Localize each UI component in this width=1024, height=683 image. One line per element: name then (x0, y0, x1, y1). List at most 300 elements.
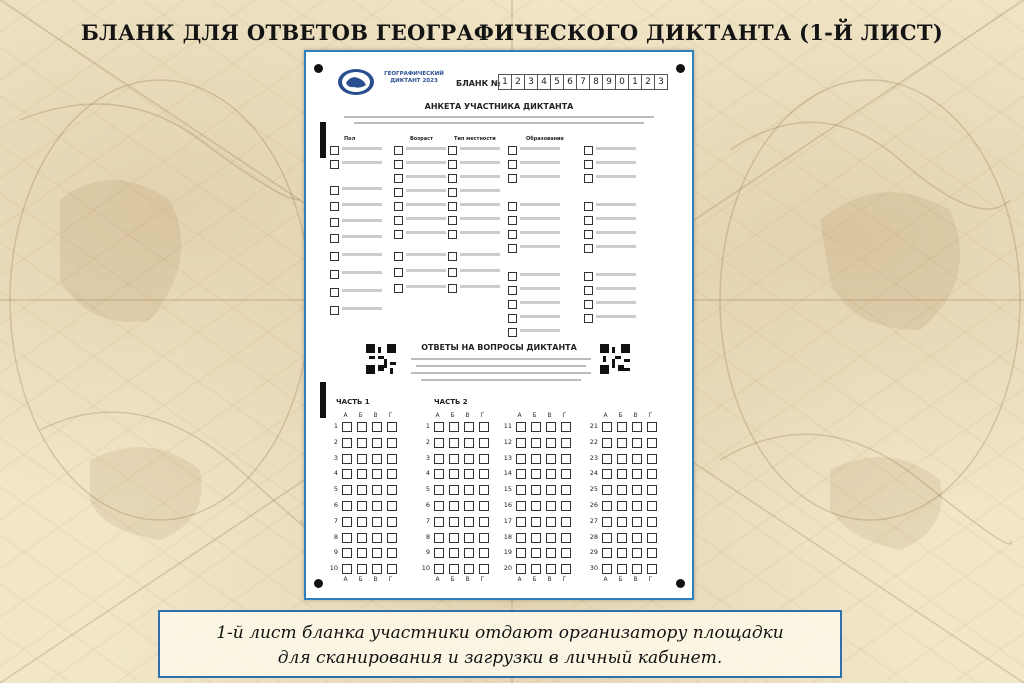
survey-option-text-line (520, 329, 560, 332)
answer-checkbox[interactable] (602, 438, 612, 448)
letter-label: В (547, 576, 552, 583)
question-number: 15 (503, 485, 512, 494)
survey-option-text-line (520, 315, 560, 318)
letter-label: Б (618, 412, 623, 419)
answer-checkbox[interactable] (464, 564, 474, 574)
answer-checkbox[interactable] (434, 501, 444, 511)
survey-option-text-line (342, 235, 382, 238)
letter-label: Б (532, 412, 537, 419)
letters-header (430, 412, 490, 419)
answer-checkbox[interactable] (632, 564, 642, 574)
question-number: 1 (333, 422, 338, 430)
answer-checkbox[interactable] (479, 485, 489, 495)
timing-bar (320, 122, 326, 158)
survey-checkbox[interactable] (394, 252, 403, 261)
answer-checkbox[interactable] (632, 533, 642, 543)
answer-checkbox[interactable] (647, 454, 657, 464)
answer-checkbox[interactable] (632, 454, 642, 464)
question-number: 7 (333, 516, 338, 525)
answer-checkbox[interactable] (357, 485, 367, 495)
answer-checkbox[interactable] (434, 454, 444, 464)
survey-checkbox[interactable] (330, 306, 339, 315)
answer-checkbox[interactable] (342, 564, 352, 574)
letters-header (338, 412, 398, 419)
answer-checkbox[interactable] (372, 533, 382, 543)
answer-checkbox[interactable] (479, 564, 489, 574)
question-number: 29 (589, 548, 598, 557)
letter-label: В (373, 412, 378, 419)
question-number: 25 (589, 485, 598, 494)
survey-checkbox[interactable] (394, 268, 403, 277)
answer-checkbox[interactable] (387, 422, 397, 432)
answer-checkbox[interactable] (546, 533, 556, 543)
answer-checkbox[interactable] (647, 501, 657, 511)
answer-checkbox[interactable] (561, 533, 571, 543)
survey-checkbox[interactable] (394, 284, 403, 293)
survey-checkbox[interactable] (584, 216, 593, 225)
answer-checkbox[interactable] (546, 422, 556, 432)
survey-checkbox[interactable] (448, 268, 457, 277)
answer-checkbox[interactable] (531, 438, 541, 448)
answer-checkbox[interactable] (617, 517, 627, 527)
question-number: 6 (333, 501, 338, 509)
survey-checkbox[interactable] (330, 146, 339, 155)
question-number: 8 (333, 532, 338, 541)
part-1-label: ЧАСТЬ 1 (336, 398, 370, 406)
survey-checkbox[interactable] (508, 174, 517, 183)
answer-checkbox[interactable] (357, 517, 367, 527)
survey-checkbox[interactable] (584, 146, 593, 155)
answer-checkbox[interactable] (372, 438, 382, 448)
answer-checkbox[interactable] (449, 533, 459, 543)
answer-checkbox[interactable] (647, 485, 657, 495)
survey-checkbox[interactable] (330, 234, 339, 243)
answer-checkbox[interactable] (531, 501, 541, 511)
letter-label: А (435, 576, 440, 583)
answer-checkbox[interactable] (561, 422, 571, 432)
answer-checkbox[interactable] (561, 564, 571, 574)
answer-checkbox[interactable] (372, 564, 382, 574)
letter-label: Г (562, 576, 567, 583)
answer-checkbox[interactable] (516, 501, 526, 511)
answer-checkbox[interactable] (479, 517, 489, 527)
answer-checkbox[interactable] (479, 422, 489, 432)
answer-checkbox[interactable] (602, 548, 612, 558)
answer-checkbox[interactable] (617, 422, 627, 432)
survey-option-text-line (460, 231, 500, 234)
survey-checkbox[interactable] (448, 202, 457, 211)
answer-checkbox[interactable] (647, 469, 657, 479)
question-number: 1 (425, 422, 430, 430)
answer-checkbox[interactable] (387, 438, 397, 448)
answer-checkbox[interactable] (531, 564, 541, 574)
answer-checkbox[interactable] (632, 438, 642, 448)
answer-checkbox[interactable] (561, 469, 571, 479)
answer-checkbox[interactable] (434, 548, 444, 558)
answer-checkbox[interactable] (546, 501, 556, 511)
survey-checkbox[interactable] (330, 270, 339, 279)
survey-option-text-line (596, 301, 636, 304)
letter-label: В (547, 412, 552, 419)
survey-checkbox[interactable] (584, 202, 593, 211)
survey-checkbox[interactable] (508, 300, 517, 309)
answer-checkbox[interactable] (531, 422, 541, 432)
answer-checkbox[interactable] (372, 485, 382, 495)
answer-checkbox[interactable] (516, 548, 526, 558)
answer-checkbox[interactable] (464, 469, 474, 479)
answer-checkbox[interactable] (387, 517, 397, 527)
answer-checkbox[interactable] (342, 438, 352, 448)
answer-checkbox[interactable] (357, 548, 367, 558)
answer-checkbox[interactable] (546, 438, 556, 448)
survey-checkbox[interactable] (394, 230, 403, 239)
answer-checkbox[interactable] (647, 517, 657, 527)
answer-checkbox[interactable] (516, 517, 526, 527)
survey-option-text-line (406, 189, 446, 192)
question-number: 26 (589, 501, 598, 509)
letter-label: Б (358, 576, 363, 583)
answer-checkbox[interactable] (434, 422, 444, 432)
answer-checkbox[interactable] (449, 454, 459, 464)
answer-checkbox[interactable] (342, 548, 352, 558)
answer-checkbox[interactable] (464, 454, 474, 464)
letter-label: В (465, 412, 470, 419)
survey-checkbox[interactable] (330, 218, 339, 227)
answer-checkbox[interactable] (617, 501, 627, 511)
answer-checkbox[interactable] (342, 469, 352, 479)
answer-checkbox[interactable] (546, 564, 556, 574)
survey-checkbox[interactable] (508, 202, 517, 211)
question-number: 2 (333, 437, 338, 446)
survey-checkbox[interactable] (584, 230, 593, 239)
answer-checkbox[interactable] (342, 501, 352, 511)
answer-checkbox[interactable] (434, 564, 444, 574)
answer-checkbox[interactable] (617, 564, 627, 574)
answer-checkbox[interactable] (617, 485, 627, 495)
survey-checkbox[interactable] (448, 230, 457, 239)
survey-checkbox[interactable] (330, 160, 339, 169)
survey-checkbox[interactable] (584, 286, 593, 295)
column-header-education: Образование (526, 136, 564, 142)
survey-checkbox[interactable] (584, 174, 593, 183)
survey-checkbox[interactable] (508, 286, 517, 295)
answer-checkbox[interactable] (561, 517, 571, 527)
blank-digit: 9 (602, 74, 616, 90)
answer-checkbox[interactable] (617, 469, 627, 479)
survey-checkbox[interactable] (330, 202, 339, 211)
answer-checkbox[interactable] (561, 454, 571, 464)
answer-checkbox[interactable] (357, 501, 367, 511)
answer-checkbox[interactable] (546, 454, 556, 464)
survey-checkbox[interactable] (508, 230, 517, 239)
answer-checkbox[interactable] (546, 517, 556, 527)
answer-checkbox[interactable] (357, 564, 367, 574)
blank-digit: 7 (576, 74, 590, 90)
timing-bar (320, 382, 326, 418)
answer-checkbox[interactable] (632, 517, 642, 527)
survey-option-text-line (406, 285, 446, 288)
answer-checkbox[interactable] (434, 533, 444, 543)
answer-checkbox[interactable] (516, 564, 526, 574)
survey-checkbox[interactable] (508, 328, 517, 337)
question-number: 3 (333, 453, 338, 462)
answer-checkbox[interactable] (561, 438, 571, 448)
column-header-sex: Пол (344, 136, 356, 142)
letter-label: В (633, 412, 638, 419)
answer-checkbox[interactable] (479, 548, 489, 558)
answer-checkbox[interactable] (372, 469, 382, 479)
org-name: ГЕОГРАФИЧЕСКИЙ ДИКТАНТ 2023 (384, 71, 444, 84)
answer-checkbox[interactable] (479, 533, 489, 543)
answer-checkbox[interactable] (516, 438, 526, 448)
survey-option-text-line (406, 203, 446, 206)
answer-checkbox[interactable] (464, 501, 474, 511)
answer-checkbox[interactable] (434, 438, 444, 448)
answer-checkbox[interactable] (617, 548, 627, 558)
survey-checkbox[interactable] (448, 174, 457, 183)
answer-checkbox[interactable] (434, 469, 444, 479)
survey-checkbox[interactable] (330, 186, 339, 195)
answer-checkbox[interactable] (464, 533, 474, 543)
answer-checkbox[interactable] (516, 485, 526, 495)
survey-checkbox[interactable] (394, 202, 403, 211)
survey-option-text-line (406, 269, 446, 272)
letter-label: В (633, 576, 638, 583)
answer-checkbox[interactable] (342, 533, 352, 543)
answer-checkbox[interactable] (602, 564, 612, 574)
answer-checkbox[interactable] (516, 422, 526, 432)
answer-checkbox[interactable] (479, 469, 489, 479)
survey-checkbox[interactable] (584, 314, 593, 323)
answer-checkbox[interactable] (632, 501, 642, 511)
answer-checkbox[interactable] (449, 517, 459, 527)
answer-checkbox[interactable] (387, 533, 397, 543)
answer-checkbox[interactable] (647, 438, 657, 448)
answer-checkbox[interactable] (632, 548, 642, 558)
question-number: 3 (425, 453, 430, 462)
answer-checkbox[interactable] (561, 485, 571, 495)
answer-checkbox[interactable] (449, 564, 459, 574)
letter-label: Г (562, 412, 567, 419)
answer-checkbox[interactable] (357, 422, 367, 432)
survey-checkbox[interactable] (584, 300, 593, 309)
answer-checkbox[interactable] (342, 485, 352, 495)
question-number: 9 (425, 548, 430, 557)
answer-checkbox[interactable] (464, 517, 474, 527)
question-number: 21 (589, 422, 598, 430)
survey-option-text-line (596, 245, 636, 248)
answer-checkbox[interactable] (617, 533, 627, 543)
answer-checkbox[interactable] (516, 454, 526, 464)
answer-checkbox[interactable] (342, 422, 352, 432)
survey-option-text-line (342, 147, 382, 150)
answer-checkbox[interactable] (387, 469, 397, 479)
answer-checkbox[interactable] (372, 517, 382, 527)
survey-checkbox[interactable] (584, 244, 593, 253)
survey-checkbox[interactable] (448, 284, 457, 293)
answer-checkbox[interactable] (449, 485, 459, 495)
answer-checkbox[interactable] (602, 517, 612, 527)
answer-checkbox[interactable] (479, 438, 489, 448)
answer-checkbox[interactable] (617, 454, 627, 464)
survey-checkbox[interactable] (394, 146, 403, 155)
survey-checkbox[interactable] (448, 216, 457, 225)
page-title: БЛАНК ДЛЯ ОТВЕТОВ ГЕОГРАФИЧЕСКОГО ДИКТАНТА (1-Й ЛИСТ) (80, 20, 944, 45)
answer-checkbox[interactable] (387, 485, 397, 495)
survey-checkbox[interactable] (584, 160, 593, 169)
answer-checkbox[interactable] (531, 485, 541, 495)
blank-digit: 2 (511, 74, 525, 90)
survey-option-text-line (406, 161, 446, 164)
answer-checkbox[interactable] (479, 454, 489, 464)
letters-footer (512, 576, 572, 583)
survey-checkbox[interactable] (508, 272, 517, 281)
survey-checkbox[interactable] (508, 216, 517, 225)
answer-checkbox[interactable] (479, 501, 489, 511)
answer-checkbox[interactable] (357, 454, 367, 464)
answer-checkbox[interactable] (387, 564, 397, 574)
question-number: 23 (589, 453, 598, 462)
answer-checkbox[interactable] (357, 469, 367, 479)
answer-checkbox[interactable] (647, 564, 657, 574)
answer-checkbox[interactable] (372, 501, 382, 511)
answer-checkbox[interactable] (449, 422, 459, 432)
survey-option-text-line (460, 217, 500, 220)
survey-checkbox[interactable] (330, 252, 339, 261)
answer-checkbox[interactable] (602, 533, 612, 543)
answer-checkbox[interactable] (449, 501, 459, 511)
answer-checkbox[interactable] (357, 438, 367, 448)
survey-option-text-line (342, 187, 382, 190)
answer-checkbox[interactable] (531, 517, 541, 527)
answer-checkbox[interactable] (561, 501, 571, 511)
letter-label: А (435, 412, 440, 419)
answer-checkbox[interactable] (342, 517, 352, 527)
question-number: 12 (503, 437, 512, 446)
survey-option-text-line (342, 289, 382, 292)
survey-checkbox[interactable] (508, 160, 517, 169)
registration-dot (676, 579, 685, 588)
letter-label: Б (450, 576, 455, 583)
question-number: 30 (589, 564, 598, 573)
survey-checkbox[interactable] (448, 252, 457, 261)
survey-checkbox[interactable] (394, 160, 403, 169)
letter-label: А (603, 412, 608, 419)
survey-checkbox[interactable] (508, 314, 517, 323)
answer-checkbox[interactable] (531, 548, 541, 558)
instructions-text-lines (406, 356, 596, 386)
letter-label: Б (618, 576, 623, 583)
survey-option-text-line (460, 147, 500, 150)
answer-checkbox[interactable] (464, 485, 474, 495)
letters-footer (598, 576, 658, 583)
survey-option-text-line (596, 287, 636, 290)
answer-checkbox[interactable] (464, 548, 474, 558)
answer-checkbox[interactable] (632, 485, 642, 495)
answer-checkbox[interactable] (602, 485, 612, 495)
answer-checkbox[interactable] (372, 422, 382, 432)
answer-checkbox[interactable] (372, 454, 382, 464)
answer-checkbox[interactable] (387, 454, 397, 464)
answer-checkbox[interactable] (531, 533, 541, 543)
answer-checkbox[interactable] (516, 469, 526, 479)
blank-digit: 5 (550, 74, 564, 90)
answer-checkbox[interactable] (546, 548, 556, 558)
survey-checkbox[interactable] (394, 188, 403, 197)
answer-checkbox[interactable] (632, 469, 642, 479)
answer-checkbox[interactable] (602, 454, 612, 464)
answer-checkbox[interactable] (561, 548, 571, 558)
blank-digit: 0 (615, 74, 629, 90)
letter-label: А (343, 576, 348, 583)
answer-checkbox[interactable] (602, 501, 612, 511)
answer-checkbox[interactable] (357, 533, 367, 543)
answer-checkbox[interactable] (464, 438, 474, 448)
question-number: 24 (589, 469, 598, 478)
survey-checkbox[interactable] (394, 216, 403, 225)
answer-checkbox[interactable] (387, 548, 397, 558)
letter-label: Г (480, 412, 485, 419)
answer-checkbox[interactable] (632, 422, 642, 432)
answer-checkbox[interactable] (647, 422, 657, 432)
answer-checkbox[interactable] (647, 548, 657, 558)
answer-checkbox[interactable] (546, 485, 556, 495)
survey-checkbox[interactable] (584, 272, 593, 281)
answer-checkbox[interactable] (602, 469, 612, 479)
answer-checkbox[interactable] (531, 469, 541, 479)
survey-option-text-line (342, 203, 382, 206)
survey-checkbox[interactable] (394, 174, 403, 183)
answer-checkbox[interactable] (531, 454, 541, 464)
survey-option-text-line (596, 161, 636, 164)
answer-checkbox[interactable] (449, 548, 459, 558)
survey-checkbox[interactable] (448, 188, 457, 197)
survey-checkbox[interactable] (448, 160, 457, 169)
caption-box (158, 610, 842, 678)
answer-checkbox[interactable] (372, 548, 382, 558)
answer-checkbox[interactable] (516, 533, 526, 543)
letter-label: А (517, 576, 522, 583)
answer-checkbox[interactable] (647, 533, 657, 543)
letters-footer (338, 576, 398, 583)
survey-option-text-line (520, 217, 560, 220)
survey-option-text-line (406, 253, 446, 256)
answer-checkbox[interactable] (617, 438, 627, 448)
answer-checkbox[interactable] (342, 454, 352, 464)
registration-dot (676, 64, 685, 73)
answer-checkbox[interactable] (434, 485, 444, 495)
question-number: 5 (425, 485, 430, 494)
survey-option-text-line (460, 161, 500, 164)
survey-option-text-line (596, 175, 636, 178)
instructions-text-lines (334, 114, 664, 128)
answer-checkbox[interactable] (434, 517, 444, 527)
survey-checkbox[interactable] (448, 146, 457, 155)
answer-checkbox[interactable] (449, 469, 459, 479)
survey-option-text-line (596, 315, 636, 318)
survey-option-text-line (520, 245, 560, 248)
survey-checkbox[interactable] (508, 146, 517, 155)
survey-checkbox[interactable] (508, 244, 517, 253)
answer-checkbox[interactable] (464, 422, 474, 432)
question-number: 19 (503, 548, 512, 557)
survey-checkbox[interactable] (330, 288, 339, 297)
answer-checkbox[interactable] (602, 422, 612, 432)
question-number: 14 (503, 469, 512, 478)
answer-checkbox[interactable] (449, 438, 459, 448)
answer-checkbox[interactable] (387, 501, 397, 511)
answer-checkbox[interactable] (546, 469, 556, 479)
